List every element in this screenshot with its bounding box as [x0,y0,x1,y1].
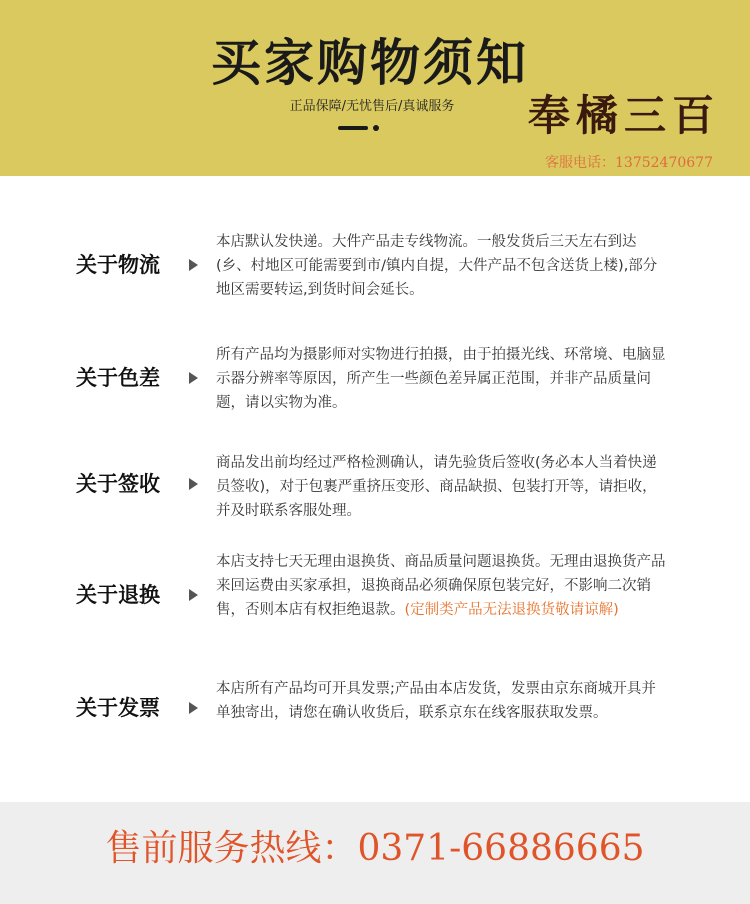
presales-hotline: 售前服务热线：0371-66886665 [105,828,645,869]
notice-title: 关于退换 [76,583,160,607]
arrow-right-icon [189,589,198,601]
footer-bar [0,802,750,904]
page-title: 买家购物须知 [211,34,529,92]
notice-title: 关于发票 [76,696,160,720]
notice-title: 关于色差 [76,366,160,390]
notice-note: (定制类产品无法退换货敬请谅解) [404,602,619,618]
arrow-right-icon [189,259,198,271]
arrow-right-icon [189,372,198,384]
title-underline [338,126,368,130]
notice-body: 所有产品均为摄影师对实物进行拍摄，由于拍摄光线、环常境、电脑显示器分辨率等原因，所产生一些颜色差异属正范围，并非产品质量问题，请以实物为准。 [216,347,666,411]
notice-body: 本店所有产品均可开具发票;产品由本店发货，发票由京东商城开具并单独寄出，请您在确认收货后，联系京东在线客服获取发票。 [216,681,656,721]
notice-title: 关于物流 [76,253,160,277]
page-subtitle: 正品保障/无忧售后/真诚服务 [289,99,455,114]
notice-body: 本店支持七天无理由退换货、商品质量问题退换货。无理由退换货产品来回运费由买家承担，退换商品必须确保原包装完好，不影响二次销售，否则本店有权拒绝退款。(定制类产品无法退换货敬请谅解) [216,554,666,618]
brand-logo-text: 奉橘三百 [528,91,721,140]
title-underline-dot [373,125,379,131]
notice-body: 本店默认发快递。大件产品走专线物流。一般发货后三天左右到达(乡、村地区可能需要到市/镇内自提，大件产品不包含送货上楼),部分地区需要转运,到货时间会延长。 [216,234,658,298]
notice-title: 关于签收 [76,472,160,496]
arrow-right-icon [189,478,198,490]
header-banner [0,0,750,176]
notice-body: 商品发出前均经过严格检测确认，请先验货后签收(务必本人当着快递员签收)，对于包裹严重挤压变形、商品缺损、包装打开等，请拒收，并及时联系客服处理。 [216,455,657,519]
brand-phone: 客服电话：13752470677 [545,155,713,171]
arrow-right-icon [189,702,198,714]
